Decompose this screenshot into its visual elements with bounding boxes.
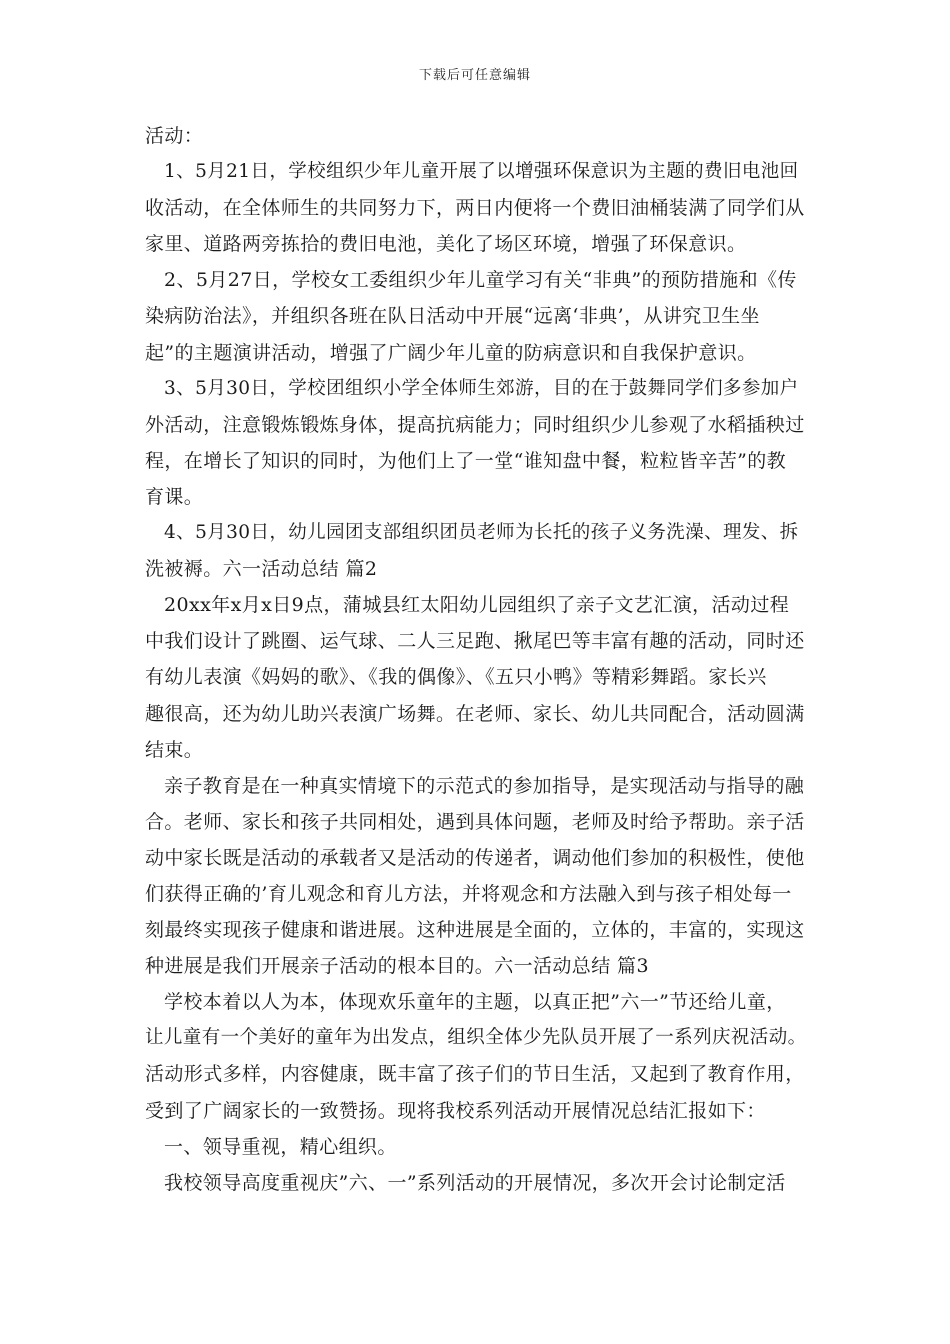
text-line: 有幼儿表演《妈妈的歌》、《我的偶像》、《五只小鸭》等精彩舞蹈。家长兴	[145, 666, 767, 689]
text-line: 育课。	[145, 485, 204, 508]
text-line: 活动：	[145, 125, 204, 147]
text-line: 学校本着以人为本，体现欢乐童年的主题，以真正把”六一”节还给儿童，	[164, 991, 786, 1014]
text-line: 家里、道路两旁拣拾的费旧电池，美化了场区环境，增强了环保意识。	[145, 233, 747, 256]
text-line: 染病防治法》，并组织各班在队日活动中开展“远离‘非典’，从讲究卫生坐	[145, 305, 760, 328]
text-line: 趣很高，还为幼儿助兴表演广场舞。在老师、家长、幼儿共同配合，活动圆满	[145, 702, 805, 725]
text-line: 受到了广阔家长的一致赞扬。现将我校系列活动开展情况总结汇报如下：	[145, 1099, 766, 1122]
text-line: 刻最终实现孩子健康和谐进展。这种进展是全面的，立体的，丰富的，实现这	[145, 919, 805, 942]
text-line: 4、5月30日，幼儿园团支部组织团员老师为长托的孩子义务洗澡、理发、拆	[164, 522, 799, 544]
text-line: 1、5月21日，学校组织少年儿童开展了以增强环保意识为主题的费旧电池回	[164, 161, 799, 183]
text-line: 我校领导高度重视庆”六、一”系列活动的开展情况，多次开会讨论制定活	[164, 1171, 786, 1194]
text-line: 2、5月27日，学校女工委组织少年儿童学习有关“非典”的预防措施和《传	[164, 269, 797, 292]
text-line: 外活动，注意锻炼锻炼身体，提高抗病能力；同时组织少儿参观了水稻插秧过	[145, 413, 805, 436]
text-line: 20xx年x月x日9点，蒲城县红太阳幼儿园组织了亲子文艺汇演，活动过程	[164, 594, 790, 617]
text-line: 收活动，在全体师生的共同努力下，两日内便将一个费旧油桶装满了同学们从	[145, 197, 805, 220]
header-note: 下载后可任意编辑	[418, 68, 531, 83]
text-line: 亲子教育是在一种真实情境下的示范式的参加指导，是实现活动与指导的融	[164, 774, 805, 797]
text-line: 活动形式多样，内容健康，既丰富了孩子们的节日生活，又起到了教育作用，	[145, 1063, 805, 1086]
document-body	[145, 118, 810, 1201]
text-line: 合。老师、家长和孩子共同相处，遇到具体问题，老师及时给予帮助。亲子活	[145, 810, 805, 833]
text-line: 洗被褥。六一活动总结 篇2	[145, 558, 378, 581]
text-line: 3、5月30日，学校团组织小学全体师生郊游，目的在于鼓舞同学们多参加户	[164, 377, 799, 399]
text-line: 起”的主题演讲活动，增强了广阔少年儿童的防病意识和自我保护意识。	[145, 341, 757, 364]
text-line: 一、领导重视，精心组织。	[164, 1135, 397, 1158]
text-line: 们获得正确的’育儿观念和育儿方法，并将观念和方法融入到与孩子相处每一	[145, 882, 792, 905]
text-line: 种进展是我们开展亲子活动的根本目的。六一活动总结 篇3	[145, 955, 649, 978]
text-line: 结束。	[145, 738, 204, 761]
text-line: 让儿童有一个美好的童年为出发点，组织全体少先队员开展了一系列庆祝活动。	[145, 1027, 807, 1049]
text-line: 中我们设计了跳圈、运气球、二人三足跑、揪尾巴等丰富有趣的活动，同时还	[145, 630, 805, 653]
text-line: 动中家长既是活动的承载者又是活动的传递者，调动他们参加的积极性，使他	[145, 846, 805, 869]
text-line: 程，在增长了知识的同时，为他们上了一堂“谁知盘中餐，粒粒皆辛苦”的教	[145, 449, 787, 472]
